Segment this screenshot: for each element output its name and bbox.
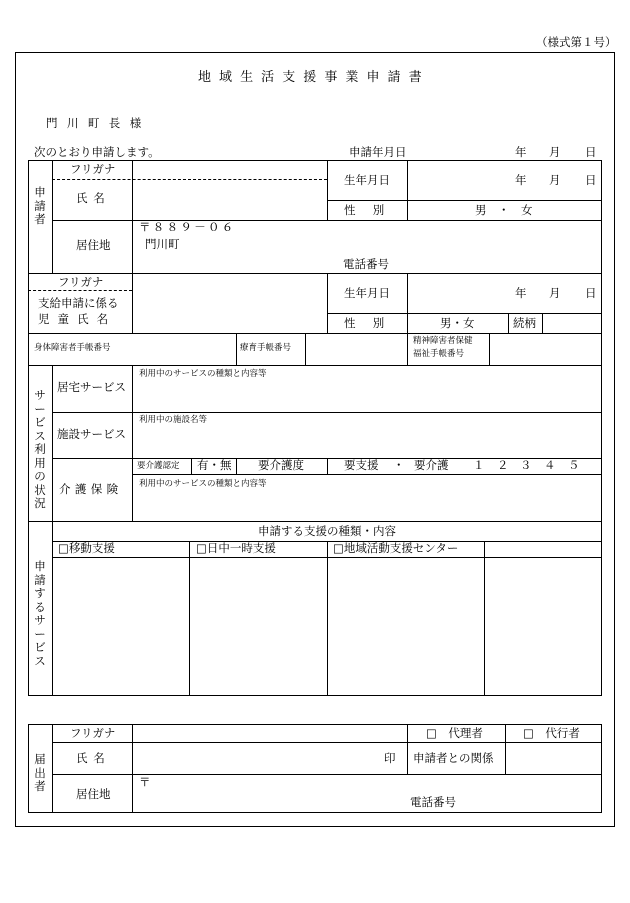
child-furigana-label: フリガナ (58, 275, 104, 289)
notifier-furigana-label: フリガナ (70, 726, 116, 740)
requested-service-section-label: 申請するサービス (34, 559, 46, 668)
applicant-birth-year: 年 (515, 173, 527, 187)
child-gender-options: 男・女 (440, 316, 475, 330)
notifier-postal-mark: 〒 (139, 775, 151, 789)
applicant-birth-day: 日 (585, 173, 597, 187)
home-service-note: 利用中のサービスの種類と内容等 (139, 369, 267, 379)
rehab-handbook-label: 療育手帳番号 (240, 343, 292, 353)
addressee: 門川町長様 (46, 116, 151, 130)
application-date-day: 日 (585, 145, 597, 159)
care-level-label: 要介護度 (258, 458, 304, 472)
service-status-section-label: サービス利用の状況 (34, 388, 46, 510)
proxy-checkbox[interactable]: □ 代行者 (523, 726, 580, 740)
daytime-support-option: □日中一時支援 (196, 541, 276, 555)
facility-service-label: 施設サービス (57, 427, 126, 441)
physical-handbook-label: 身体障害者手帳番号 (34, 343, 111, 353)
care-insurance-label: 介護保険 (59, 482, 123, 496)
seal-mark: 印 (384, 751, 396, 765)
notifier-address-label: 居住地 (76, 787, 111, 801)
applicant-phone-label: 電話番号 (343, 257, 389, 271)
child-name-label-line1: 支給申請に係る (38, 296, 119, 310)
child-gender-label: 性別 (344, 316, 402, 330)
mobility-support-option: □移動支援 (58, 541, 115, 555)
requested-support-header: 申請する支援の種類・内容 (258, 524, 396, 538)
support-label: 要支援 (344, 458, 379, 472)
care-level-3: ３ (520, 458, 532, 472)
facility-service-note: 利用中の施設名等 (139, 415, 208, 425)
mental-handbook-label-line1: 精神障害者保健 (413, 336, 473, 346)
applicant-section-label: 申請者 (34, 185, 46, 226)
care-level-4: ４ (544, 458, 556, 472)
child-birth-year: 年 (515, 286, 527, 300)
care-level-1: １ (473, 458, 485, 472)
intro-text: 次のとおり申請します。 (34, 145, 160, 159)
form-title: 地域生活支援事業申請書 (198, 70, 430, 85)
relation-to-applicant-label: 申請者との関係 (413, 751, 494, 765)
applicant-town: 門川町 (145, 237, 180, 251)
home-service-label: 居宅サービス (57, 380, 126, 394)
applicant-furigana-label: フリガナ (70, 162, 116, 176)
agent-checkbox[interactable]: □ 代理者 (426, 726, 483, 740)
notifier-phone-label: 電話番号 (410, 795, 456, 809)
child-relation-label: 続柄 (513, 316, 536, 330)
applicant-birthdate-label: 生年月日 (344, 173, 390, 187)
applicant-birth-month: 月 (549, 173, 561, 187)
community-center-option: □地域活動支援センター (333, 541, 459, 555)
child-name-label-line2: 児童氏名 (38, 312, 117, 326)
applicant-address-label: 居住地 (76, 238, 111, 252)
application-date-label: 申請年月日 (349, 145, 407, 159)
child-birth-day: 日 (585, 286, 597, 300)
care-level-5: ５ (568, 458, 580, 472)
applicant-name-label: 氏名 (76, 191, 111, 205)
notifier-section-label: 届出者 (34, 752, 46, 793)
care-label: 要介護 (414, 458, 449, 472)
form-number: （様式第１号） (536, 35, 617, 49)
care-cert-value: 有・無 (197, 458, 232, 472)
level-separator: ・ (393, 458, 405, 472)
applicant-gender-label: 性別 (344, 203, 402, 217)
notifier-name-label: 氏名 (76, 751, 111, 765)
care-cert-label: 要介護認定 (137, 461, 180, 471)
applicant-gender-options: 男 ・ 女 (475, 203, 533, 217)
child-birthdate-label: 生年月日 (344, 286, 390, 300)
child-birth-month: 月 (549, 286, 561, 300)
application-date-month: 月 (549, 145, 561, 159)
care-level-2: ２ (497, 458, 509, 472)
mental-handbook-label-line2: 福祉手帳番号 (413, 349, 465, 359)
care-insurance-note: 利用中のサービスの種類と内容等 (139, 479, 267, 489)
application-date-year: 年 (515, 145, 527, 159)
applicant-postal-code: 〒８８９－０６ (139, 220, 236, 234)
